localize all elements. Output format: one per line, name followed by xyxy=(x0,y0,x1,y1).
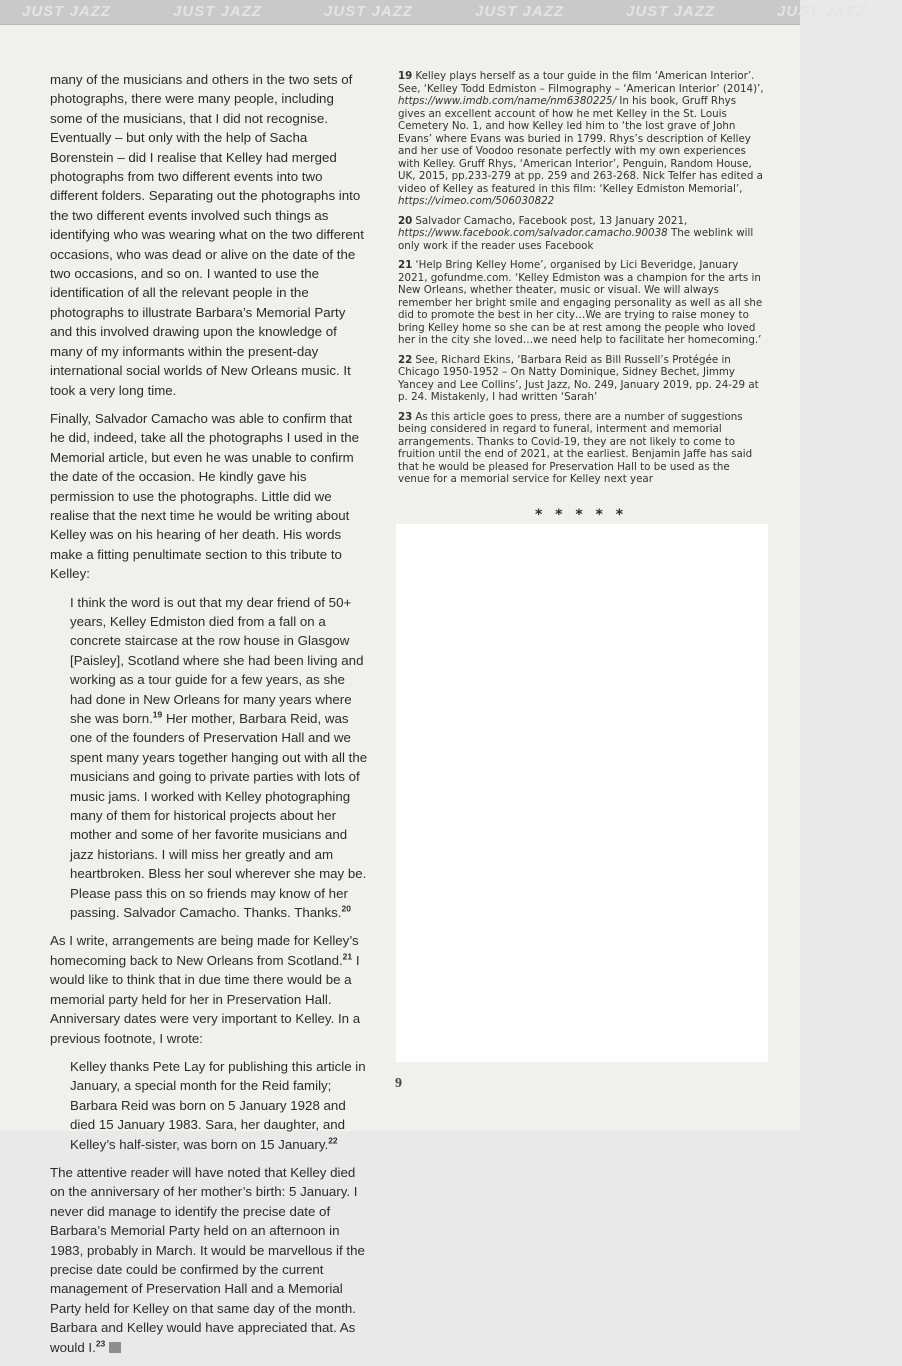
header-wordmark: JUST JAZZ xyxy=(22,3,112,20)
footnote-ref: 23 xyxy=(95,1338,106,1349)
header-wordmark: JUST JAZZ xyxy=(475,3,565,20)
block-quote xyxy=(50,1057,370,1154)
header-wordmark: JUST JAZZ xyxy=(626,3,716,20)
footnote-ref: 20 xyxy=(341,903,351,914)
footnote-text: Kelley plays herself as a tour guide in the film ‘American Interior’. See, ‘Kelley Todd Edmiston – Filmography – ‘American Interior’ (2014)’, xyxy=(398,70,764,95)
footnote-text: Salvador Camacho, Facebook post, 13 January 2021, xyxy=(415,214,688,227)
footnote-link[interactable]: https://www.facebook.com/salvador.camacho.90038 xyxy=(398,227,668,239)
footnote-text: The weblink will only work if the reader uses Facebook xyxy=(398,227,754,252)
body-paragraph: many of the musicians and others in the two sets of photographs, there were many people, including some of the musicians, that I did not recognise. Eventually – but only with the help of Sacha Borenstein – did I realise that Kelley had merged photographs from two different events into two different folders. Separating out the photographs into the two different events involved such things as identifying who was wearing what on the two different occasions, who was dead or alive on the date of the two occasions, and so on. I wanted to use the identification of all the relevant people in the photographs to illustrate Barbara’s Memorial Party and this involved drawing upon the knowledge of many of my informants within the present-day international social worlds of New Orleans music. It took a very long time. xyxy=(50,72,364,398)
footnote-number: 20 xyxy=(398,214,413,227)
article-body-column xyxy=(50,70,370,1366)
header-wordmark: JUST JAZZ xyxy=(324,3,414,20)
end-of-article-mark xyxy=(109,1342,121,1353)
footnote-text: ‘Help Bring Kelley Home’, organised by Lici Beveridge, January 2021, gofundme.com. ‘Kelley Edmiston was a champion for the arts in New Orleans, whether theater, music or visual. We will always remember her bright smile and engaging personality as well as all she did to promote the best in her city…We are trying to raise money to bring Kelley home so she can be at rest among the people who loved her in the city she loved…we need help to facilitate her homecoming.’ xyxy=(398,259,763,346)
header-wordmark: JUST JAZZ xyxy=(173,3,263,20)
block-quote xyxy=(50,593,370,923)
footnote-21 xyxy=(398,259,764,347)
footnote-text: As this article goes to press, there are a number of suggestions being considered in regard to funeral, interment and memorial arrangements. Thanks to Covid-19, they are not likely to come to fruition until the end of 2021, at the earliest. Benjamin Jaffe has said that he would be pleased for Preservation Hall to be used as the venue for a memorial service for Kelley next year xyxy=(398,410,753,485)
footnote-number: 19 xyxy=(398,70,413,82)
blank-panel xyxy=(396,524,768,1062)
page-number: 9 xyxy=(395,1076,402,1091)
body-paragraph xyxy=(50,931,370,1047)
footnote-20 xyxy=(398,215,764,253)
quote-text: I think the word is out that my dear friend of 50+ years, Kelley Edmiston died from a fall on a concrete staircase at the row house in Glasgow [Paisley], Scotland where she had been living and working as a tour guide for a few years, as she had done in New Orleans for many years where she was born. xyxy=(70,594,364,726)
footnote-text: See, Richard Ekins, ‘Barbara Reid as Bill Russell’s Protégée in Chicago 1950-1952 – On Natty Dominique, Sidney Bechet, Jimmy Yancey and Lee Collins’, Just Jazz, No. 249, January 2019, pp. 24-29 at p. 24. Mistakenly, I had written ‘Sarah’ xyxy=(398,353,759,403)
header-banner xyxy=(0,0,867,25)
footnote-link[interactable]: https://www.imdb.com/name/nm6380225/ xyxy=(398,95,617,107)
footnote-19 xyxy=(398,70,764,208)
body-paragraph: Finally, Salvador Camacho was able to confirm that he did, indeed, take all the photographs I used in the Memorial article, but even he was unable to confirm the date of the occasion. He kindly gave his permission to use the photographs. Little did we realise that the next time he would be writing about Kelley was on his hearing of her death. His words make a fitting penultimate section to this tribute to Kelley: xyxy=(50,410,360,582)
footnote-text: In his book, Gruff Rhys gives an excellent account of how he met Kelley in the St. Louis Cemetery No. 1, and how Kelley led him to ‘the lost grave of John Evans’ where Evans was buried in 1799. Rhys’s description of Kelley and her use of Voodoo resonate perfectly with my own experiences with Kelley. Gruff Rhys, ‘American Interior’, Penguin, Random House, UK, 2015, pp.233-279 at pp. 259 and 263-268. Nick Telfer has edited a video of Kelley as featured in this film: ‘Kelley Edmiston Memorial’, xyxy=(398,95,763,195)
body-text: As I write, arrangements are being made for Kelley’s homecoming back to New Orleans from Scotland. xyxy=(50,933,359,968)
footnote-ref: 19 xyxy=(152,709,163,720)
footnotes-column xyxy=(398,70,764,493)
footnote-ref: 22 xyxy=(328,1135,338,1146)
footnote-23 xyxy=(398,411,764,486)
header-wordmark: JUST JAZZ xyxy=(777,3,867,20)
section-separator: * * * * * xyxy=(534,507,628,523)
footnote-ref: 21 xyxy=(342,951,353,962)
body-text: The attentive reader will have noted that Kelley died on the anniversary of her mother’s birth: 5 January. I never did manage to identify the precise date of Barbara’s Memorial Party held on an afternoon in 1983, probably in March. It would be marvellous if the precise date could be confirmed by the current management of Preservation Hall and a Memorial Party held for Kelley on that same day of the month. Barbara and Kelley would have appreciated that. As would I. xyxy=(50,1164,365,1355)
body-text: I would like to think that in due time there would be a memorial party held for her in Preservation Hall. Anniversary dates were very important to Kelley. In a previous footnote, I wrote: xyxy=(50,952,361,1046)
footnote-number: 23 xyxy=(398,410,413,423)
footnote-number: 22 xyxy=(398,353,413,366)
quote-text: Her mother, Barbara Reid, was one of the founders of Preservation Hall and we spent many years together hanging out with all the musicians and going to private parties with lots of music jams. I worked with Kelley photographing many of them for historical projects about her mother and some of her favorite musicians and jazz historians. I will miss her greatly and am heartbroken. Bless her soul wherever she may be. Please pass this on so friends may know of her passing. Salvador Camacho. Thanks. Thanks. xyxy=(70,711,368,921)
quote-text: Kelley thanks Pete Lay for publishing this article in January, a special month for the Reid family; Barbara Reid was born on 5 January 1928 and died 15 January 1983. Sara, her daughter, and Kelley’s half-sister, was born on 15 January. xyxy=(70,1058,366,1152)
footnote-22 xyxy=(398,354,764,404)
footnote-link[interactable]: https://vimeo.com/506030822 xyxy=(398,195,555,207)
body-paragraph xyxy=(50,1163,370,1357)
footnote-number: 21 xyxy=(398,259,413,271)
